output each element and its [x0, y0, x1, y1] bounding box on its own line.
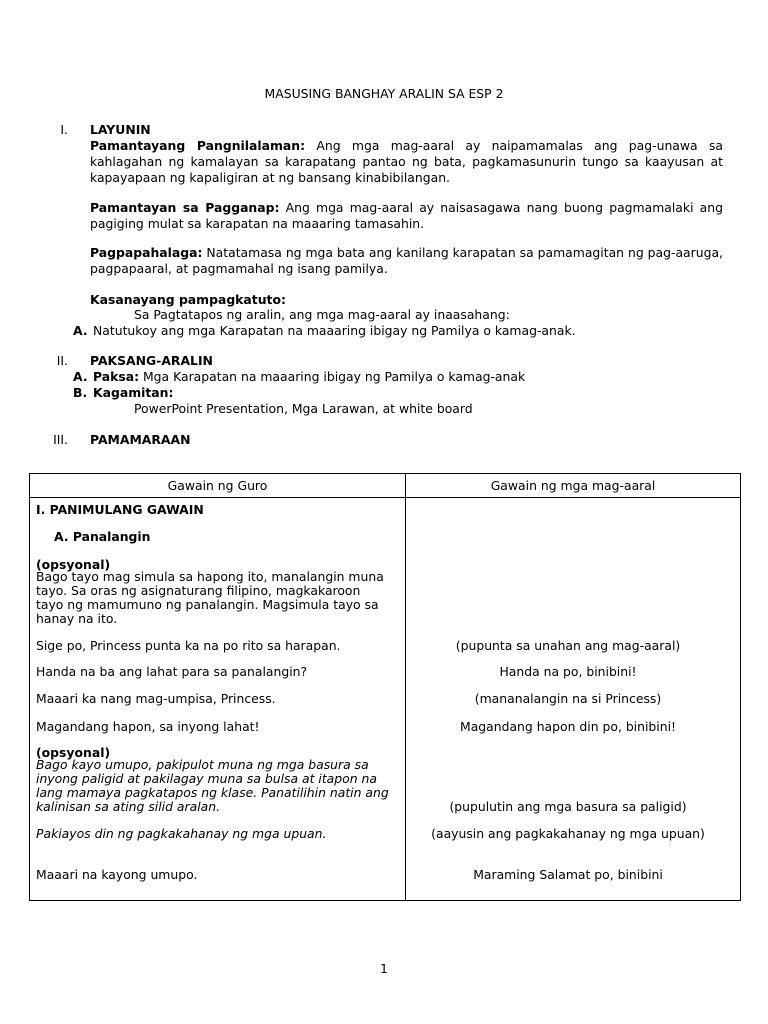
opsyonal-label-2: (opsyonal)	[36, 745, 111, 760]
panimulang-gawain-title: I. PANIMULANG GAWAIN	[36, 502, 204, 517]
procedure-table	[29, 473, 741, 901]
mag-aaral-column	[406, 498, 741, 901]
guro-line-princess: Sige po, Princess punta ka na po rito sa harapan.	[36, 638, 341, 653]
paksa-text: Mga Karapatan na maaaring ibigay ng Pamilya o kamag-anak	[139, 369, 526, 384]
guro-line-umupo: Maaari na kayong umupo.	[36, 867, 198, 882]
section-heading-paksang-aralin: PAKSANG-ARALIN	[90, 353, 213, 368]
pagganap-text: Ang mga mag-aaral ay naisasagawa nang buong pagmamalaki ang pagiging mulat sa karapatan na maaaring tamasahin.	[90, 200, 723, 231]
mag-aaral-line-1: (pupunta sa unahan ang mag-aaral)	[455, 638, 681, 653]
header-gawain-ng-mag-aaral: Gawain ng mga mag-aaral	[406, 474, 741, 498]
section-heading-pamamaraan: PAMAMARAAN	[90, 432, 191, 447]
document-title: MASUSING BANGHAY ARALIN SA ESP 2	[264, 86, 504, 101]
header-gawain-ng-guro: Gawain ng Guro	[30, 474, 406, 498]
section-numeral-iii: III.	[53, 432, 68, 447]
mag-aaral-line-3: (mananalangin na si Princess)	[474, 691, 662, 706]
pamantayang-pangnilalaman-paragraph	[90, 138, 723, 186]
paksa-label: Paksa:	[93, 369, 140, 384]
guro-line-umpisa: Maaari ka nang mag-umpisa, Princess.	[36, 691, 276, 706]
mag-aaral-line-7: Maraming Salamat po, binibini	[473, 867, 663, 882]
mag-aaral-line-2: Handa na po, binibini!	[499, 664, 637, 679]
kasanayan-item-letter: A.	[73, 323, 88, 338]
mag-aaral-line-4: Magandang hapon din po, binibini!	[460, 719, 676, 734]
kagamitan-label: Kagamitan:	[93, 385, 174, 400]
panalangin-subheading: A. Panalangin	[54, 529, 151, 544]
paksa-line	[93, 369, 525, 385]
kasanayan-label: Kasanayang pampagkatuto:	[90, 292, 286, 307]
pagpapahalaga-paragraph	[90, 245, 723, 277]
section-numeral-i: I.	[60, 122, 68, 137]
kagamitan-letter: B.	[73, 385, 88, 400]
opsyonal-label-1: (opsyonal)	[36, 557, 111, 572]
page-number: 1	[380, 961, 388, 976]
pangnilalaman-text: Ang mga mag-aaral ay naipamamalas ang pag-unawa sa kahlagahan ng kamalayan sa karapatang pantao ng bata, pagkamasunurin tungo sa kaayusan at kapayapaan ng kapaligiran at ng bansang kinabibilangan.	[90, 138, 723, 185]
panalangin-paragraph: Bago tayo mag simula sa hapong ito, manalangin muna tayo. Sa oras ng asignaturang filipino, magkakaroon tayo ng mamumuno ng panalangin. Magsimula tayo sa hanay na ito.	[36, 569, 384, 626]
pamantayan-sa-pagganap-paragraph	[90, 200, 723, 232]
paglilinis-paragraph: Bago kayo umupo, pakipulot muna ng mga basura sa inyong paligid at pakilagay muna sa bulsa at itapon na lang mamaya pagkatapos ng klase. Panatilihin natin ang kalinisan sa ating silid aralan.	[36, 757, 389, 814]
guro-line-upuan: Pakiayos din ng pagkakahanay ng mga upuan.	[36, 826, 327, 841]
guro-line-hapon: Magandang hapon, sa inyong lahat!	[36, 719, 260, 734]
pagganap-label: Pamantayan sa Pagganap:	[90, 200, 280, 215]
mag-aaral-line-6: (aayusin ang pagkakahanay ng mga upuan)	[431, 826, 705, 841]
kasanayan-item-text: Natutukoy ang mga Karapatan na maaaring ibigay ng Pamilya o kamag-anak.	[93, 323, 576, 338]
section-numeral-ii: II.	[56, 353, 68, 368]
section-heading-layunin: LAYUNIN	[90, 122, 151, 137]
guro-column	[30, 498, 406, 901]
table-header-row	[30, 474, 741, 498]
pangnilalaman-label: Pamantayang Pangnilalaman:	[90, 138, 306, 153]
guro-line-handa: Handa na ba ang lahat para sa panalangin?	[36, 664, 308, 679]
mag-aaral-line-5: (pupulutin ang mga basura sa paligid)	[449, 799, 687, 814]
pagpapahalaga-text: Natatamasa ng mga bata ang kanilang karapatan sa pamamagitan ng pag-aaruga, pagpapaaral, at pagmamahal ng isang pamilya.	[90, 245, 723, 276]
table-row	[30, 498, 741, 901]
pagpapahalaga-label: Pagpapahalaga:	[90, 245, 203, 260]
kasanayan-intro: Sa Pagtatapos ng aralin, ang mga mag-aaral ay inaasahang:	[134, 307, 510, 322]
kagamitan-text: PowerPoint Presentation, Mga Larawan, at white board	[134, 401, 473, 416]
paksa-letter: A.	[73, 369, 88, 384]
